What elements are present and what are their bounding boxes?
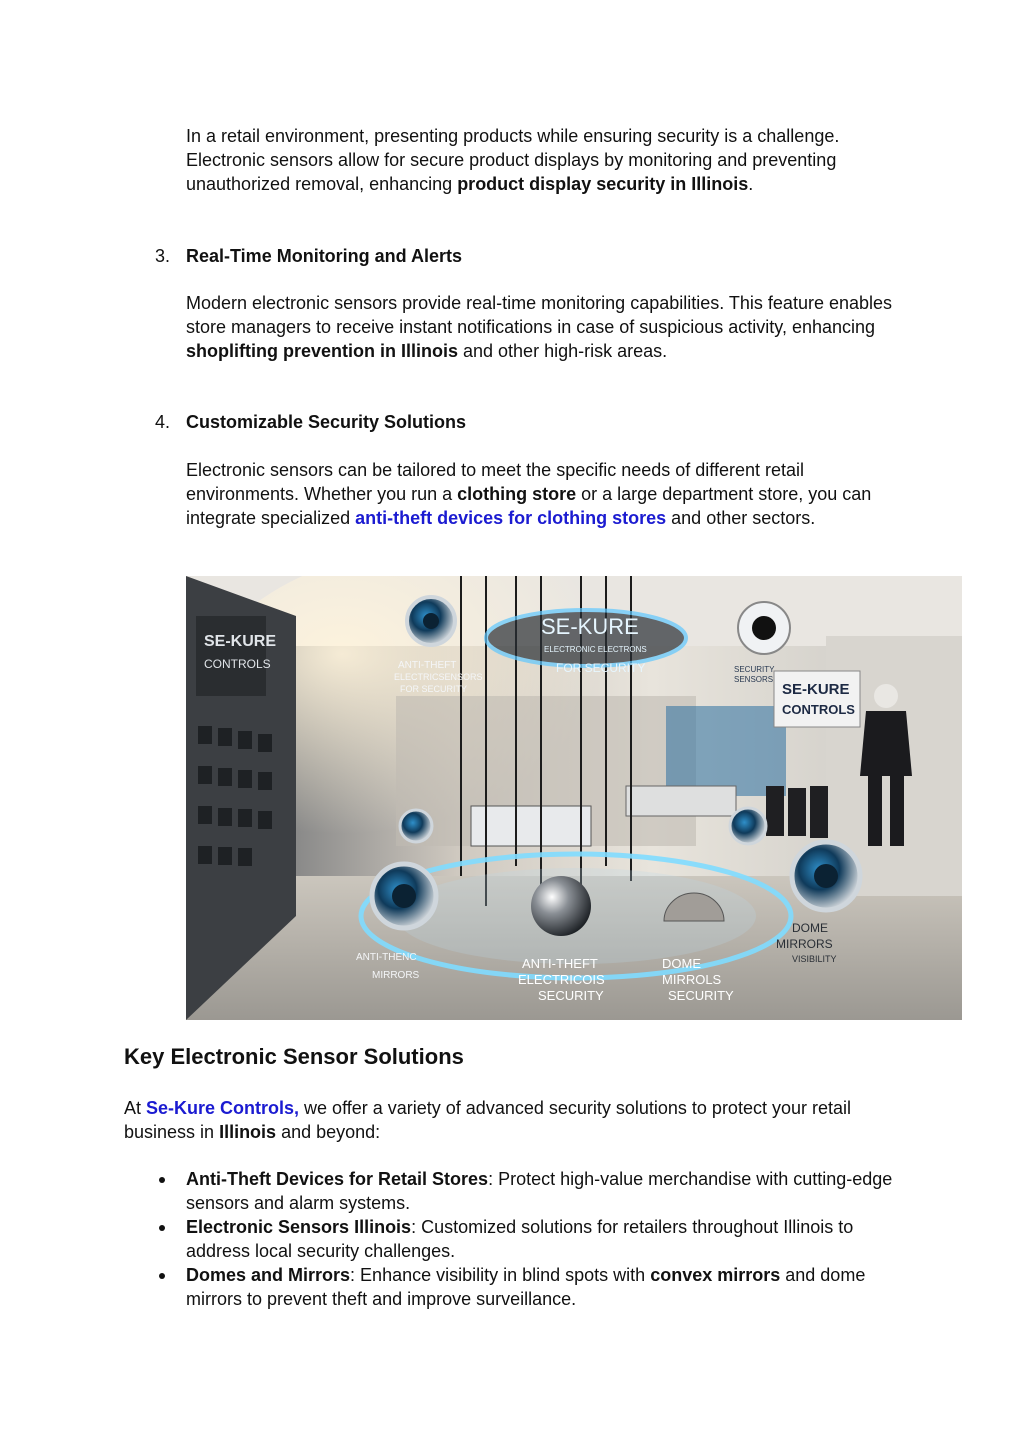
anti-theft-label-1: ANTI-THEFT — [398, 660, 457, 671]
item3-heading-text: Real-Time Monitoring and Alerts — [186, 246, 463, 266]
bottom-left-label-2: MIRRORS — [372, 970, 420, 981]
left-sign-line1: SE-KURE — [204, 633, 277, 650]
item3-text-end: and other high-risk areas. — [458, 341, 668, 361]
list-number-4: 4. — [155, 412, 171, 432]
retail-security-illustration — [186, 576, 962, 1020]
right-sign-line2: CONTROLS — [782, 702, 855, 717]
item4-text-end: and other sectors. — [666, 508, 816, 528]
camera-lens — [752, 616, 776, 640]
se-kure-controls-link[interactable]: Se-Kure Controls, — [146, 1098, 300, 1118]
anti-theft-label-2: ELECTRICSENSORS — [394, 672, 483, 682]
sensor-top-left-lens — [423, 613, 439, 629]
dome-bottom-label-3: SECURITY — [668, 988, 734, 1003]
solutions-list — [186, 1167, 906, 1311]
dome-bottom-label-1: DOME — [662, 956, 701, 971]
ring-sign-line1: SE-KURE — [541, 614, 639, 639]
intro-bold-term: product display security in Illinois — [457, 174, 749, 194]
anti-theft-clothing-link[interactable]: anti-theft devices for clothing stores — [355, 508, 667, 528]
clothing-rack — [766, 786, 828, 838]
intro-paragraph — [186, 124, 906, 196]
sensor-bottom-right-lens — [814, 864, 838, 888]
bullet-text-end: and dome mirrors to prevent theft and improve surveillance. — [186, 1265, 866, 1309]
back-display-screen — [666, 706, 786, 796]
ring-sign-line3: FOR SECURITY — [556, 661, 646, 675]
dome-right-label-3: VISIBILITY — [792, 954, 837, 964]
item4-text-mid: or a large department store, you can integrate specialized — [186, 484, 872, 528]
section-intro — [124, 1096, 906, 1144]
dome-mirror-center — [531, 876, 591, 936]
section-intro-bold: Illinois — [219, 1122, 277, 1142]
bullet-text: : Enhance visibility in blind spots with — [350, 1265, 651, 1285]
section-intro-text: At — [124, 1098, 147, 1118]
bullet-title: Electronic Sensors Illinois — [186, 1217, 412, 1237]
right-sign-line1: SE-KURE — [782, 681, 850, 698]
dome-bottom-label-2: MIRROLS — [662, 972, 722, 987]
ring-sign-line2: ELECTRONIC ELECTRONS — [544, 645, 647, 654]
bottom-center-label-2: ELECTRICOIS — [518, 972, 605, 987]
section-intro-mid: we offer a variety of advanced security solutions to protect your retail business in — [124, 1098, 851, 1142]
right-sign-panel — [774, 671, 860, 727]
item3-text: Modern electronic sensors provide real-time monitoring capabilities. This feature enables store managers to receive instant notifications in case of suspicious activity, enhancing — [186, 293, 893, 337]
item3-heading — [186, 244, 906, 268]
bullet-text: : Protect high-value merchandise with cutting-edge sensors and alarm systems. — [186, 1169, 893, 1213]
item4-paragraph — [186, 458, 906, 530]
anti-theft-label-3: FOR SECURITY — [400, 684, 468, 694]
sensor-mid-left — [400, 810, 432, 842]
intro-text: In a retail environment, presenting products while ensuring security is a challenge. Electronic sensors allow for secure product displays by monitoring and preventing unauthorized removal, enhancing — [186, 126, 840, 194]
bottom-left-label-1: ANTI-THENC — [356, 952, 417, 963]
bullet-title: Anti-Theft Devices for Retail Stores — [186, 1169, 489, 1189]
top-right-label-2: SENSORS — [734, 675, 774, 684]
dome-right-label-2: MIRRORS — [776, 937, 833, 951]
bottom-center-label-3: SECURITY — [538, 988, 604, 1003]
section-intro-end: and beyond: — [276, 1122, 381, 1142]
item4-bold-term: clothing store — [457, 484, 577, 504]
bullet-title: Domes and Mirrors — [186, 1265, 351, 1285]
item3-paragraph — [186, 291, 906, 363]
item4-heading — [186, 410, 906, 434]
list-item — [186, 1167, 906, 1215]
list-number-3: 3. — [155, 246, 171, 266]
list-item — [186, 1215, 906, 1263]
sensor-mid-right — [730, 808, 766, 844]
left-sign-line2: CONTROLS — [204, 657, 271, 671]
item3-bold-term: shoplifting prevention in Illinois — [186, 341, 458, 361]
intro-end: . — [748, 174, 754, 194]
display-counter — [471, 806, 591, 846]
section-heading: Key Electronic Sensor Solutions — [124, 1044, 464, 1069]
item4-text: Electronic sensors can be tailored to meet the specific needs of different retail environments. Whether you run a — [186, 460, 805, 504]
list-item — [186, 1263, 906, 1311]
glass-display-case — [626, 786, 736, 816]
dome-right-label-1: DOME — [792, 921, 828, 935]
top-right-label-1: SECURITY — [734, 665, 775, 674]
sensor-bottom-left-lens — [392, 884, 416, 908]
bullet-bold-term: convex mirrors — [650, 1265, 781, 1285]
bottom-center-label-1: ANTI-THEFT — [522, 956, 598, 971]
left-sign-panel — [196, 616, 266, 696]
bullet-text: : Customized solutions for retailers throughout Illinois to address local security challenges. — [186, 1217, 854, 1261]
item4-heading-text: Customizable Security Solutions — [186, 412, 467, 432]
